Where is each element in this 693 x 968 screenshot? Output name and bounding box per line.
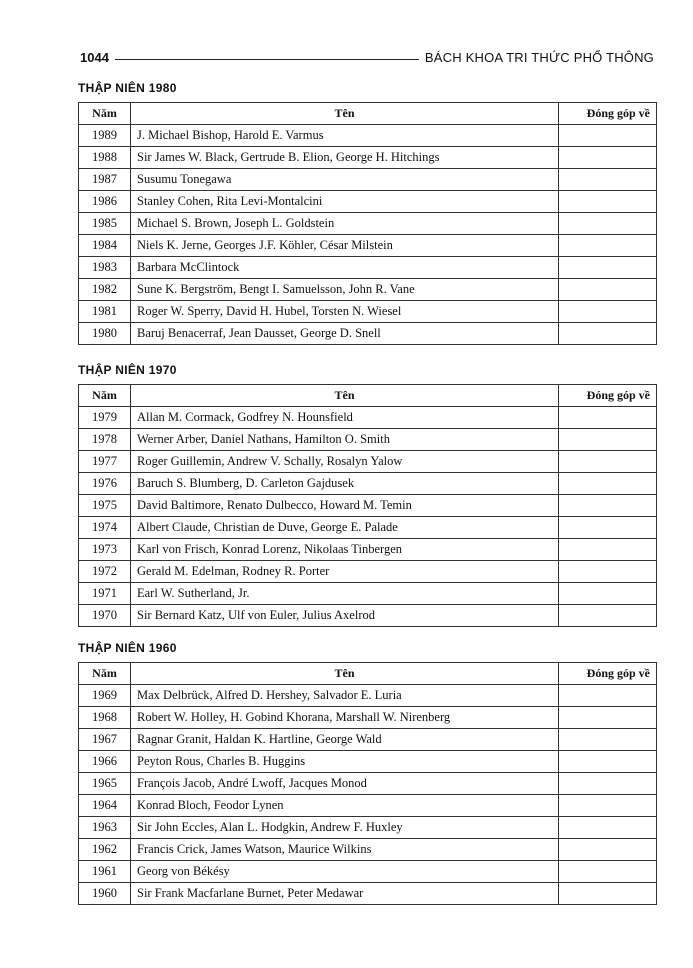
contribution-cell xyxy=(559,561,657,583)
laureates-cell: Francis Crick, James Watson, Maurice Wilkins xyxy=(131,839,559,861)
column-header-contribution: Đóng góp về xyxy=(559,663,657,685)
year-cell: 1961 xyxy=(79,861,131,883)
contribution-cell xyxy=(559,685,657,707)
table-row xyxy=(79,773,657,795)
year-cell: 1980 xyxy=(79,323,131,345)
year-cell: 1986 xyxy=(79,191,131,213)
contribution-cell xyxy=(559,451,657,473)
contribution-cell xyxy=(559,323,657,345)
year-cell: 1974 xyxy=(79,517,131,539)
table-row xyxy=(79,685,657,707)
laureates-cell: Sir Bernard Katz, Ulf von Euler, Julius Axelrod xyxy=(131,605,559,627)
contribution-cell xyxy=(559,751,657,773)
laureates-cell: Max Delbrück, Alfred D. Hershey, Salvador E. Luria xyxy=(131,685,559,707)
year-cell: 1968 xyxy=(79,707,131,729)
laureates-cell: Albert Claude, Christian de Duve, George E. Palade xyxy=(131,517,559,539)
year-cell: 1973 xyxy=(79,539,131,561)
table-row xyxy=(79,257,657,279)
laureates-cell: Gerald M. Edelman, Rodney R. Porter xyxy=(131,561,559,583)
contribution-cell xyxy=(559,883,657,905)
column-header-name: Tên xyxy=(131,385,559,407)
table-row xyxy=(79,147,657,169)
table-header-row xyxy=(79,103,657,125)
table-row xyxy=(79,795,657,817)
laureates-cell: David Baltimore, Renato Dulbecco, Howard M. Temin xyxy=(131,495,559,517)
laureates-cell: Ragnar Granit, Haldan K. Hartline, George Wald xyxy=(131,729,559,751)
section-title: THẬP NIÊN 1970 xyxy=(78,363,177,377)
contribution-cell xyxy=(559,539,657,561)
contribution-cell xyxy=(559,429,657,451)
table-row xyxy=(79,605,657,627)
contribution-cell xyxy=(559,605,657,627)
year-cell: 1989 xyxy=(79,125,131,147)
running-header xyxy=(80,48,654,66)
year-cell: 1985 xyxy=(79,213,131,235)
table-row xyxy=(79,539,657,561)
book-title: BÁCH KHOA TRI THỨC PHỔ THÔNG xyxy=(424,49,654,65)
table-row xyxy=(79,561,657,583)
column-header-year: Năm xyxy=(79,103,131,125)
column-header-year: Năm xyxy=(79,663,131,685)
column-header-contribution: Đóng góp về xyxy=(559,103,657,125)
table-row xyxy=(79,407,657,429)
table-row xyxy=(79,301,657,323)
table-row xyxy=(79,451,657,473)
laureates-cell: Allan M. Cormack, Godfrey N. Hounsfield xyxy=(131,407,559,429)
year-cell: 1987 xyxy=(79,169,131,191)
year-cell: 1975 xyxy=(79,495,131,517)
table-row xyxy=(79,191,657,213)
laureates-cell: Robert W. Holley, H. Gobind Khorana, Marshall W. Nirenberg xyxy=(131,707,559,729)
table-row xyxy=(79,817,657,839)
table-row xyxy=(79,169,657,191)
laureates-cell: Roger Guillemin, Andrew V. Schally, Rosalyn Yalow xyxy=(131,451,559,473)
laureates-cell: J. Michael Bishop, Harold E. Varmus xyxy=(131,125,559,147)
contribution-cell xyxy=(559,583,657,605)
year-cell: 1972 xyxy=(79,561,131,583)
laureates-cell: Baruj Benacerraf, Jean Dausset, George D. Snell xyxy=(131,323,559,345)
contribution-cell xyxy=(559,169,657,191)
contribution-cell xyxy=(559,235,657,257)
decade-section-1970 xyxy=(78,360,658,627)
year-cell: 1978 xyxy=(79,429,131,451)
laureates-cell: Michael S. Brown, Joseph L. Goldstein xyxy=(131,213,559,235)
year-cell: 1988 xyxy=(79,147,131,169)
year-cell: 1982 xyxy=(79,279,131,301)
laureates-cell: Konrad Bloch, Feodor Lynen xyxy=(131,795,559,817)
year-cell: 1966 xyxy=(79,751,131,773)
page-number: 1044 xyxy=(80,49,109,65)
contribution-cell xyxy=(559,517,657,539)
laureates-cell: Georg von Békésy xyxy=(131,861,559,883)
laureates-cell: Sir John Eccles, Alan L. Hodgkin, Andrew F. Huxley xyxy=(131,817,559,839)
laureates-cell: Stanley Cohen, Rita Levi-Montalcini xyxy=(131,191,559,213)
contribution-cell xyxy=(559,795,657,817)
contribution-cell xyxy=(559,839,657,861)
contribution-cell xyxy=(559,407,657,429)
year-cell: 1960 xyxy=(79,883,131,905)
column-header-contribution: Đóng góp về xyxy=(559,385,657,407)
laureates-cell: Werner Arber, Daniel Nathans, Hamilton O. Smith xyxy=(131,429,559,451)
laureates-cell: Karl von Frisch, Konrad Lorenz, Nikolaas Tinbergen xyxy=(131,539,559,561)
year-cell: 1981 xyxy=(79,301,131,323)
contribution-cell xyxy=(559,473,657,495)
year-cell: 1964 xyxy=(79,795,131,817)
laureates-cell: Sir James W. Black, Gertrude B. Elion, George H. Hitchings xyxy=(131,147,559,169)
laureates-cell: Peyton Rous, Charles B. Huggins xyxy=(131,751,559,773)
table-row xyxy=(79,517,657,539)
contribution-cell xyxy=(559,861,657,883)
table-row xyxy=(79,235,657,257)
table-row xyxy=(79,125,657,147)
decade-section-1960 xyxy=(78,638,658,905)
year-cell: 1969 xyxy=(79,685,131,707)
decade-section-1980 xyxy=(78,78,658,345)
year-cell: 1977 xyxy=(79,451,131,473)
contribution-cell xyxy=(559,773,657,795)
table-row xyxy=(79,861,657,883)
year-cell: 1970 xyxy=(79,605,131,627)
table-row xyxy=(79,583,657,605)
year-cell: 1979 xyxy=(79,407,131,429)
contribution-cell xyxy=(559,213,657,235)
table-row xyxy=(79,473,657,495)
year-cell: 1962 xyxy=(79,839,131,861)
contribution-cell xyxy=(559,495,657,517)
year-cell: 1984 xyxy=(79,235,131,257)
year-cell: 1983 xyxy=(79,257,131,279)
laureates-table xyxy=(78,102,657,345)
laureates-cell: Niels K. Jerne, Georges J.F. Köhler, César Milstein xyxy=(131,235,559,257)
laureates-cell: Sir Frank Macfarlane Burnet, Peter Medawar xyxy=(131,883,559,905)
section-title: THẬP NIÊN 1960 xyxy=(78,641,177,655)
laureates-cell: Sune K. Bergström, Bengt I. Samuelsson, John R. Vane xyxy=(131,279,559,301)
table-header-row xyxy=(79,663,657,685)
year-cell: 1963 xyxy=(79,817,131,839)
contribution-cell xyxy=(559,257,657,279)
laureates-table xyxy=(78,384,657,627)
laureates-cell: Baruch S. Blumberg, D. Carleton Gajdusek xyxy=(131,473,559,495)
year-cell: 1967 xyxy=(79,729,131,751)
contribution-cell xyxy=(559,301,657,323)
table-row xyxy=(79,279,657,301)
laureates-cell: Roger W. Sperry, David H. Hubel, Torsten N. Wiesel xyxy=(131,301,559,323)
table-row xyxy=(79,429,657,451)
column-header-name: Tên xyxy=(131,663,559,685)
column-header-name: Tên xyxy=(131,103,559,125)
year-cell: 1965 xyxy=(79,773,131,795)
contribution-cell xyxy=(559,147,657,169)
table-header-row xyxy=(79,385,657,407)
contribution-cell xyxy=(559,125,657,147)
table-row xyxy=(79,707,657,729)
laureates-cell: Barbara McClintock xyxy=(131,257,559,279)
contribution-cell xyxy=(559,817,657,839)
laureates-cell: François Jacob, André Lwoff, Jacques Monod xyxy=(131,773,559,795)
year-cell: 1971 xyxy=(79,583,131,605)
year-cell: 1976 xyxy=(79,473,131,495)
table-row xyxy=(79,839,657,861)
table-row xyxy=(79,495,657,517)
header-rule xyxy=(115,59,419,60)
column-header-year: Năm xyxy=(79,385,131,407)
contribution-cell xyxy=(559,729,657,751)
laureates-cell: Susumu Tonegawa xyxy=(131,169,559,191)
contribution-cell xyxy=(559,279,657,301)
table-row xyxy=(79,751,657,773)
contribution-cell xyxy=(559,191,657,213)
table-row xyxy=(79,883,657,905)
laureates-table xyxy=(78,662,657,905)
table-row xyxy=(79,729,657,751)
table-row xyxy=(79,213,657,235)
laureates-cell: Earl W. Sutherland, Jr. xyxy=(131,583,559,605)
table-row xyxy=(79,323,657,345)
contribution-cell xyxy=(559,707,657,729)
section-title: THẬP NIÊN 1980 xyxy=(78,81,177,95)
